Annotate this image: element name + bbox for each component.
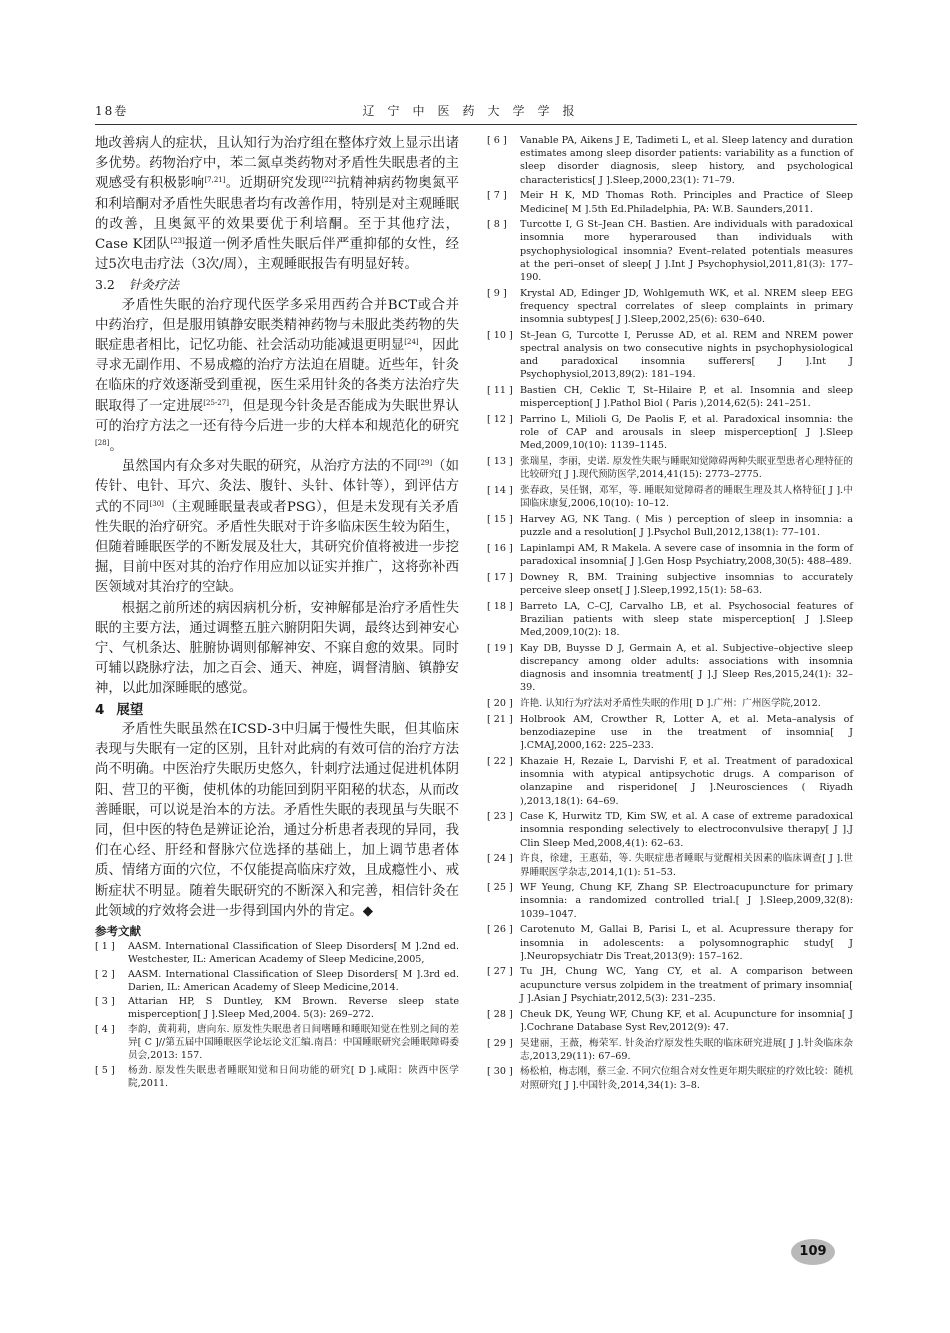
- citation-mark[interactable]: [28]: [95, 439, 110, 448]
- citation-mark[interactable]: [7,21]: [204, 176, 226, 185]
- reference-item: [ 30 ] 杨松柏，梅志刚，蔡三金. 不同穴位组合对女性更年期失眠症的疗效比较：随机对照研究[ J ].中国针灸,2014,34(1): 3–8.: [487, 1066, 853, 1091]
- reference-item: [ 6 ] Vanable PA, Aikens J E, Tadimeti L, et al. Sleep latency and duration estimates among sleep disorder patients: variability as a function of sleep disorder diagnosis, sleep history, and psychological characteristics[ J ].Sleep,2000,23(1): 71–79.: [487, 135, 853, 186]
- reference-item: [ 13 ] 张瑞星，李丽，史诺. 原发性失眠与睡眠知觉障碍两种失眠亚型患者心理特征的比较研究[ J ].现代预防医学,2014,41(15): 2773–2775.: [487, 456, 853, 481]
- reference-list-left: [95, 940, 459, 1090]
- reference-item: [ 19 ] Kay DB, Buysse D J, Germain A, et al. Subjective–objective sleep discrepancy among older adults: associations with insomnia diagnosis and insomnia treatment[ J ].J Sleep Res,2015,24(1): 32–39.: [487, 642, 853, 694]
- body-paragraph: 矛盾性失眠虽然在ICSD-3中归属于慢性失眠，但其临床表现与失眠有一定的区别，且针对此病的有效可信的治疗方法尚不明确。中医治疗失眠历史悠久，针刺疗法通过促进机体阴阳、营卫的平衡，使机体的功能回到阴平阳秘的状态，从而改善睡眠，可以说是治本的方法。矛盾性失眠的表现虽与失眠不同，但中医的特色是辨证论治，通过分析患者表现的异同，我们在心经、肝经和督脉穴位选择的基础上，加上调节患者体质、情绪方面的穴位，不仅能提高临床疗效，且成瘾性小、戒断症状不明显。随着失眠研究的不断深入和完善，相信针灸在此领域的疗效将会进一步得到国内外的肯定。◆: [95, 721, 459, 919]
- left-column: [95, 134, 459, 1091]
- body-paragraph: 矛盾性失眠的治疗现代医学多采用西药合并BCT或合并中药治疗，但是服用镇静安眠类精神药物与未服此类药物的失眠症患者相比，记忆功能、社会活动功能减退更明显[24]，因此寻求无副作用、不易成瘾的治疗方法迫在眉睫。近些年，针灸在临床的疗效逐渐受到重视，医生采用针灸的各类方法治疗失眠取得了一定进展[25-27]，但是现今针灸是否能成为失眠世界认可的治疗方法之一还有待今后进一步的大样本和规范化的研究[28]。: [95, 297, 460, 455]
- reference-item: [ 3 ] Attarian HP, S Duntley, KM Brown. Reverse sleep state misperception[ J ].Sleep Med,2004. 5(3): 269–272.: [95, 996, 459, 1021]
- reference-item: [ 4 ] 李韵，黄莉莉，唐向东. 原发性失眠患者日间嗜睡和睡眠知觉在性别之间的差异[ C ]//第五届中国睡眠医学论坛论文汇编.南昌：中国睡眠研究会睡眠障碍委员会,2013: 157.: [95, 1023, 459, 1062]
- reference-item: [ 21 ] Holbrook AM, Crowther R, Lotter A, et al. Meta–analysis of benzodiazepine use in the treatment of insomnia[ J ].CMAJ,2000,162: 225–233.: [487, 713, 853, 752]
- right-column-references: [487, 134, 853, 1094]
- subsection-heading: 3.2 针灸疗法: [95, 277, 179, 293]
- reference-item: [ 29 ] 吴建丽，王薇，梅荣军. 针灸治疗原发性失眠的临床研究进展[ J ].针灸临床杂志,2013,29(11): 67–69.: [487, 1037, 853, 1062]
- citation-mark[interactable]: [30]: [149, 499, 164, 508]
- reference-item: [ 8 ] Turcotte I, G St–Jean CH. Bastien. Are individuals with paradoxical insomnia more hyperaroused than individuals with psychophysiological insomnia? Event–related potentials measures at the peri–onset of sleep[ J ].Int J Psychophysiol,2011,81(3): 177–190.: [487, 219, 853, 284]
- reference-item: [ 26 ] Carotenuto M, Gallai B, Parisi L, et al. Acupressure therapy for insomnia in adolescents: a polysomnographic study[ J ].Neuropsychiatr Dis Treat,2013(9): 157–162.: [487, 924, 853, 962]
- reference-item: [ 16 ] Lapinlampi AM, R Makela. A severe case of insomnia in the form of paradoxical insomnia[ J ].Gen Hosp Psychiatry,2008,30(5): 488–489.: [487, 542, 853, 568]
- reference-item: [ 17 ] Downey R, BM. Training subjective insomnias to accurately perceive sleep onset[ J ].Sleep,1992,15(1): 58–63.: [487, 571, 853, 596]
- citation-mark[interactable]: [22]: [321, 176, 336, 185]
- reference-item: [ 15 ] Harvey AG, NK Tang. ( Mis ) perception of sleep in insomnia: a puzzle and a resolution[ J ].Psychol Bull,2012,138(1): 77–101.: [487, 513, 853, 539]
- reference-item: [ 7 ] Meir H K, MD Thomas Roth. Principles and Practice of Sleep Medicine[ M ].5th Ed.Philadelphia, PA: W.B. Saunders,2011.: [487, 190, 853, 215]
- section-heading: 4 展望: [95, 701, 144, 718]
- body-paragraph: 根据之前所述的病因病机分析，安神解郁是治疗矛盾性失眠的主要方法，通过调整五脏六腑阴阳失调，最终达到神安心宁、气机条达、脏腑协调则郁解神安、不寐自愈的效果。同时可辅以跷脉疗法，加之百会、通天、神庭，调督清脑、镇静安神，以此加深睡眠的感觉。: [95, 600, 459, 697]
- reference-item: [ 5 ] 杨劲. 原发性失眠患者睡眠知觉和日间功能的研究[ D ].咸阳：陕西中医学院,2011.: [95, 1064, 459, 1089]
- running-header: [95, 102, 855, 122]
- references-heading: 参考文献: [95, 923, 141, 938]
- citation-mark[interactable]: [24]: [404, 338, 419, 347]
- reference-item: [ 24 ] 许良，徐建，王惠茹，等. 失眠症患者睡眠与觉醒相关因素的临床调查[ J ].世界睡眠医学杂志,2014,1(1): 51–53.: [487, 853, 853, 878]
- citation-mark[interactable]: [25-27]: [203, 398, 229, 407]
- reference-item: [ 14 ] 张春政，吴任钢，邓军，等. 睡眠知觉障碍者的睡眠生理及其人格特征[ J ].中国临床康复,2006,10(10): 10–12.: [487, 485, 853, 510]
- header-rule: [95, 124, 857, 125]
- reference-item: [ 23 ] Case K, Hurwitz TD, Kim SW, et al. A case of extreme paradoxical insomnia responding selectively to electroconvulsive therapy[ J ].J Clin Sleep Med,2008,4(1): 62–63.: [487, 811, 853, 849]
- reference-item: [ 27 ] Tu JH, Chung WC, Yang CY, et al. A comparison between acupuncture versus zolpidem in the treatment of primary insomnia[ J ].Asian J Psychiatr,2012,5(3): 231–235.: [487, 966, 853, 1004]
- journal-title: 辽宁中医药大学学报: [362, 104, 588, 118]
- volume-label: 18卷: [95, 104, 129, 118]
- reference-item: [ 22 ] Khazaie H, Rezaie L, Darvishi F, et al. Treatment of paradoxical insomnia with atypical antipsychotic drugs. A comparison of olanzapine and risperidone[ J ].Neurosciences ( Riyadh ),2013,18(1): 64–69.: [487, 755, 853, 807]
- reference-item: [ 1 ] AASM. International Classification of Sleep Disorders[ M ].2nd ed. Westchester, IL: American Academy of Sleep Medicine,2005,: [95, 940, 459, 966]
- reference-item: [ 25 ] WF Yeung, Chung KF, Zhang SP. Electroacupuncture for primary insomnia: a randomized controlled trial.[ J ].Sleep,2009,32(8): 1039–1047.: [487, 882, 853, 920]
- page-number: 109: [791, 1239, 835, 1265]
- citation-mark[interactable]: [29]: [417, 459, 433, 468]
- reference-item: [ 18 ] Barreto LA, C–CJ, Carvalho LB, et al. Psychosocial features of Brazilian patients with sleep state misperception[ J ].Sleep Med,2009,10(2): 18.: [487, 600, 853, 639]
- reference-item: [ 9 ] Krystal AD, Edinger JD, Wohlgemuth WK, et al. NREM sleep EEG frequency spectral correlates of sleep complaints in primary insomnia subtypes[ J ].Sleep,2002,25(6): 630–640.: [487, 287, 853, 326]
- body-paragraph: 地改善病人的症状，且认知行为治疗组在整体疗效上显示出诸多优势。药物治疗中，苯二氮卓类药物对矛盾性失眠患者的主观感受有积极影响[7,21]。近期研究发现[22]抗精神病药物奥氮平和利培酮对矛盾性失眠患者均有改善作用，特别是对主观睡眠的改善，且奥氮平的效果要优于利培酮。至于其他疗法，Case K团队[23]报道一例矛盾性失眠后伴严重抑郁的女性，经过5次电击疗法（3次/周），主观睡眠报告有明显好转。: [95, 136, 460, 273]
- citation-mark[interactable]: [23]: [170, 237, 185, 246]
- reference-item: [ 28 ] Cheuk DK, Yeung WF, Chung KF, et al. Acupuncture for insomnia[ J ].Cochrane Database Syst Rev,2012(9): 47.: [487, 1008, 853, 1033]
- reference-item: [ 10 ] St–Jean G, Turcotte I, Perusse AD, et al. REM and NREM power spectral analysis on two consecutive nights in psychophysiological and paradoxical insomnia sufferers[ J ].Int J Psychophysiol,2013,89(2): 181–194.: [487, 329, 853, 381]
- reference-item: [ 12 ] Parrino L, Milioli G, De Paolis F, et al. Paradoxical insomnia: the role of CAP and arousals in sleep misperception[ J ].Sleep Med,2009,10(10): 1139–1145.: [487, 414, 853, 452]
- reference-item: [ 2 ] AASM. International Classification of Sleep Disorders[ M ].3rd ed. Darien, IL: American Academy of Sleep Medicine,2014.: [95, 968, 459, 993]
- reference-item: [ 11 ] Bastien CH, Ceklic T, St–Hilaire P, et al. Insomnia and sleep misperception[ J ].Pathol Biol ( Paris ),2014,62(5): 241–251.: [487, 385, 853, 410]
- reference-item: [ 20 ] 许艳. 认知行为疗法对矛盾性失眠的作用[ D ].广州：广州医学院,2012.: [487, 698, 821, 710]
- body-paragraph: 虽然国内有众多对失眠的研究，从治疗方法的不同[29]（如传针、电针、耳穴、灸法、腹针、头针、体针等），到评估方式的不同[30]（主观睡眠量表或者PSG），但是未发现有关矛盾性失眠的治疗研究。矛盾性失眠对于许多临床医生较为陌生，但随着睡眠医学的不断发展及壮大，其研究价值将被进一步挖掘，目前中医对其的治疗作用应加以证实并推广，这将弥补西医领域对其治疗的空缺。: [95, 459, 460, 596]
